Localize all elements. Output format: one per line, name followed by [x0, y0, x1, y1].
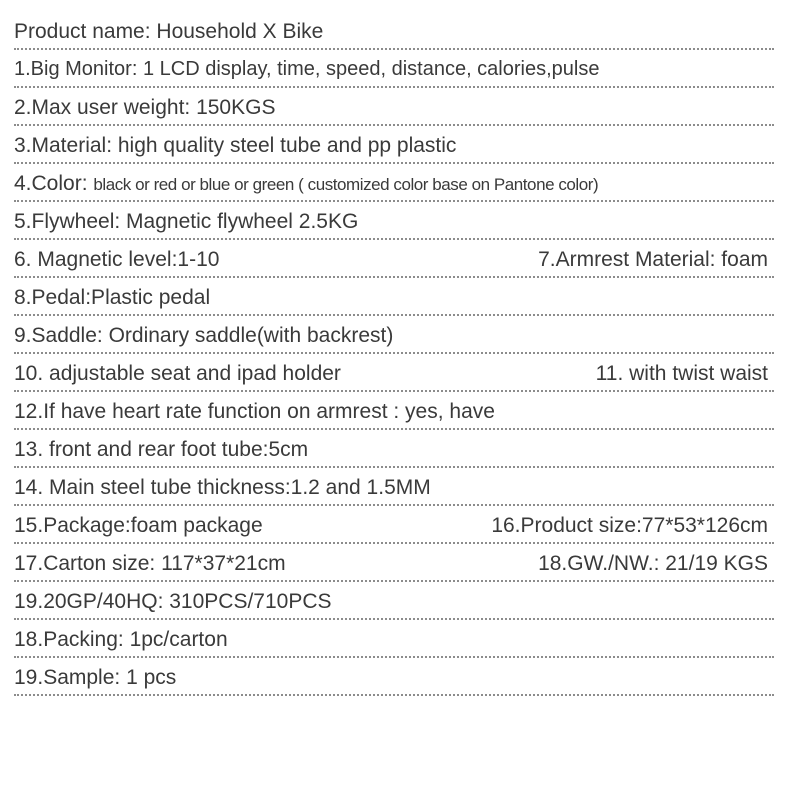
spec-row-packing: [14, 620, 774, 658]
spec-row-monitor: [14, 50, 774, 88]
spec-tube-thickness: 14. Main steel tube thickness:1.2 and 1.5MM: [14, 475, 431, 499]
spec-row-package-size: [14, 506, 774, 544]
spec-row-container-load: [14, 582, 774, 620]
spec-monitor: 1.Big Monitor: 1 LCD display, time, speed, distance, calories,pulse: [14, 58, 600, 80]
spec-row-heart-rate: [14, 392, 774, 430]
spec-pedal: 8.Pedal:Plastic pedal: [14, 285, 211, 309]
spec-product-name: Product name: Household X Bike: [14, 19, 324, 43]
spec-row-magnetic-armrest: [14, 240, 774, 278]
spec-twist-waist: 11. with twist waist: [595, 361, 768, 385]
spec-row-sample: [14, 658, 774, 696]
spec-sample: 19.Sample: 1 pcs: [14, 665, 177, 689]
spec-color: [14, 171, 598, 194]
spec-heart-rate: 12.If have heart rate function on armrest : yes, have: [14, 399, 495, 423]
spec-row-product-name: [14, 12, 774, 50]
spec-packing: 18.Packing: 1pc/carton: [14, 627, 228, 651]
spec-package: 15.Package:foam package: [14, 513, 263, 537]
spec-color-value: black or red or blue or green ( customized color base on Pantone color): [93, 174, 599, 194]
spec-magnetic-level: 6. Magnetic level:1-10: [14, 247, 220, 271]
product-spec-sheet: [14, 12, 774, 696]
spec-saddle: 9.Saddle: Ordinary saddle(with backrest): [14, 323, 394, 347]
spec-container-load: 19.20GP/40HQ: 310PCS/710PCS: [14, 589, 332, 613]
spec-row-material: [14, 126, 774, 164]
spec-row-color: [14, 164, 774, 202]
spec-armrest-material: 7.Armrest Material: foam: [538, 247, 768, 271]
spec-row-pedal: [14, 278, 774, 316]
spec-carton-size: 17.Carton size: 117*37*21cm: [14, 551, 286, 575]
spec-row-saddle: [14, 316, 774, 354]
spec-product-size: 16.Product size:77*53*126cm: [491, 513, 768, 537]
spec-row-seat-twist: [14, 354, 774, 392]
spec-row-foot-tube: [14, 430, 774, 468]
spec-adjustable-seat: 10. adjustable seat and ipad holder: [14, 361, 341, 385]
spec-row-max-weight: [14, 88, 774, 126]
spec-color-label: 4.Color:: [14, 171, 94, 195]
spec-row-carton-weight: [14, 544, 774, 582]
spec-flywheel: 5.Flywheel: Magnetic flywheel 2.5KG: [14, 209, 359, 233]
spec-gross-net-weight: 18.GW./NW.: 21/19 KGS: [538, 551, 768, 575]
spec-row-flywheel: [14, 202, 774, 240]
spec-row-tube-thickness: [14, 468, 774, 506]
spec-foot-tube: 13. front and rear foot tube:5cm: [14, 437, 309, 461]
spec-max-weight: 2.Max user weight: 150KGS: [14, 95, 276, 119]
spec-material: 3.Material: high quality steel tube and pp plastic: [14, 133, 457, 157]
